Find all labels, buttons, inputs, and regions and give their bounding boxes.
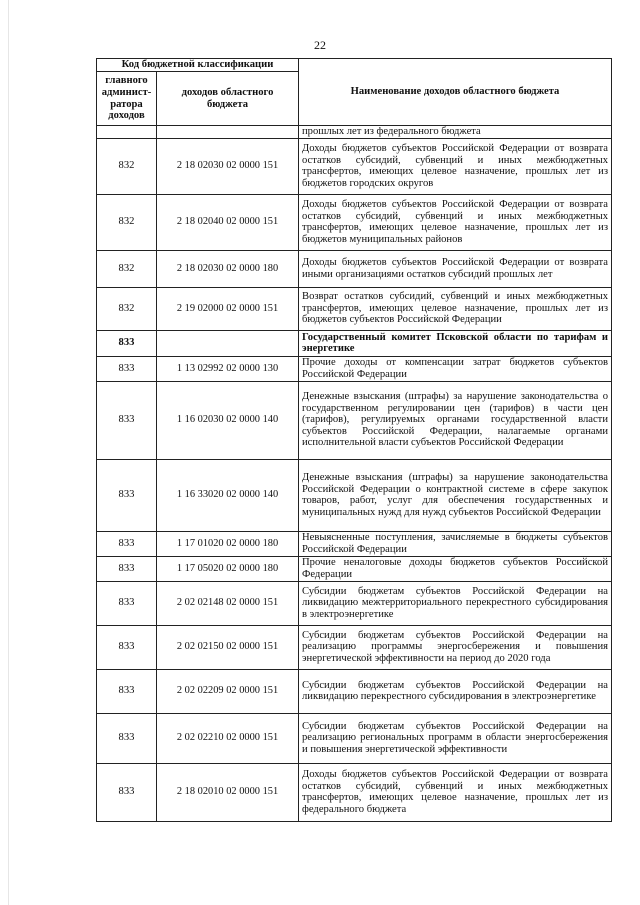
- revenue-name-cell: Доходы бюджетов субъектов Российской Федерации от возврата остатков субсидий, субвенций и иных межбюджетных трансфертов, имеющих целевое назначение, прошлых лет из бюджетов муниципальных районов: [299, 194, 612, 250]
- table-row: [97, 763, 612, 821]
- admin-code-cell: 833: [97, 713, 157, 763]
- header-revenue-name: Наименование доходов областного бюджета: [299, 59, 612, 126]
- revenue-code-cell: 1 16 02030 02 0000 140: [157, 381, 299, 459]
- revenue-name-cell: Прочие неналоговые доходы бюджетов субъектов Российской Федерации: [299, 556, 612, 581]
- revenue-code-cell: 1 13 02992 02 0000 130: [157, 356, 299, 381]
- budget-classification-table: [96, 58, 612, 822]
- revenue-code-cell: 2 18 02040 02 0000 151: [157, 194, 299, 250]
- revenue-name-cell: Доходы бюджетов субъектов Российской Федерации от возврата остатков субсидий, субвенций и иных межбюджетных трансфертов, имеющих целевое назначение, прошлых лет из федерального бюджета: [299, 763, 612, 821]
- admin-code-cell: 833: [97, 330, 157, 356]
- revenue-code-cell: 1 16 33020 02 0000 140: [157, 459, 299, 531]
- revenue-code-cell: 2 02 02209 02 0000 151: [157, 669, 299, 713]
- table-row: [97, 356, 612, 381]
- admin-code-cell: 833: [97, 381, 157, 459]
- revenue-code-cell: 2 18 02030 02 0000 180: [157, 250, 299, 287]
- revenue-name-cell: Субсидии бюджетам субъектов Российской Федерации на реализацию региональных программ в области энергосбережения и повышения энергетической эффективности: [299, 713, 612, 763]
- revenue-code-cell: 2 02 02148 02 0000 151: [157, 581, 299, 625]
- revenue-name-cell: прошлых лет из федерального бюджета: [299, 126, 612, 139]
- revenue-code-cell: 1 17 01020 02 0000 180: [157, 531, 299, 556]
- header-budget-classification-code: Код бюджетной классификации: [97, 59, 299, 72]
- admin-code-cell: 832: [97, 138, 157, 194]
- revenue-name-cell: Доходы бюджетов субъектов Российской Федерации от возврата остатков субсидий, субвенций и иных межбюджетных трансфертов, имеющих целевое назначение, прошлых лет из бюджетов городских округов: [299, 138, 612, 194]
- revenue-code-cell: 2 18 02010 02 0000 151: [157, 763, 299, 821]
- admin-code-cell: 833: [97, 556, 157, 581]
- table-row: [97, 669, 612, 713]
- table-row: [97, 250, 612, 287]
- header-regional-revenue-code: доходов областного бюджета: [157, 72, 299, 126]
- revenue-name-cell: Невыясненные поступления, зачисляемые в бюджеты субъектов Российской Федерации: [299, 531, 612, 556]
- revenue-code-cell: 2 02 02150 02 0000 151: [157, 625, 299, 669]
- table-row: [97, 459, 612, 531]
- revenue-code-cell: [157, 126, 299, 139]
- revenue-name-cell: Денежные взыскания (штрафы) за нарушение законодательства Российской Федерации о контрактной системе в сфере закупок товаров, работ, услуг для обеспечения государственных и муниципальных нужд для нужд субъектов Российской Федерации: [299, 459, 612, 531]
- revenue-code-cell: 1 17 05020 02 0000 180: [157, 556, 299, 581]
- revenue-name-cell: Доходы бюджетов субъектов Российской Федерации от возврата иными организациями остатков субсидий прошлых лет: [299, 250, 612, 287]
- revenue-name-cell: Субсидии бюджетам субъектов Российской Федерации на ликвидацию межтерриториального перекрестного субсидирования в электроэнергетике: [299, 581, 612, 625]
- table-row: [97, 330, 612, 356]
- admin-code-cell: 832: [97, 250, 157, 287]
- revenue-code-cell: 2 02 02210 02 0000 151: [157, 713, 299, 763]
- revenue-code-cell: [157, 330, 299, 356]
- table-row: [97, 381, 612, 459]
- admin-code-cell: 833: [97, 356, 157, 381]
- table-row: [97, 531, 612, 556]
- revenue-name-cell: Государственный комитет Псковской области по тарифам и энергетике: [299, 330, 612, 356]
- table-row: [97, 581, 612, 625]
- revenue-name-cell: Возврат остатков субсидий, субвенций и иных межбюджетных трансфертов, имеющих целевое назначение, прошлых лет из бюджетов субъектов Российской Федерации: [299, 287, 612, 330]
- table-row: [97, 287, 612, 330]
- header-chief-administrator: главного админист-ратора доходов: [97, 72, 157, 126]
- scan-margin-line: [8, 0, 9, 905]
- revenue-code-cell: 2 18 02030 02 0000 151: [157, 138, 299, 194]
- admin-code-cell: [97, 126, 157, 139]
- admin-code-cell: 832: [97, 194, 157, 250]
- table-row: [97, 194, 612, 250]
- table-row: [97, 556, 612, 581]
- revenue-code-cell: 2 19 02000 02 0000 151: [157, 287, 299, 330]
- admin-code-cell: 833: [97, 625, 157, 669]
- table-row: [97, 126, 612, 139]
- page-number: 22: [314, 38, 326, 52]
- admin-code-cell: 833: [97, 531, 157, 556]
- admin-code-cell: 833: [97, 669, 157, 713]
- revenue-name-cell: Денежные взыскания (штрафы) за нарушение законодательства о государственном регулировании цен (тарифов) в части цен (тарифов), регулируемых органами государственной власти субъектов Российской Федерации, налагаемые органами исполнительной власти субъектов Российской Федерации: [299, 381, 612, 459]
- admin-code-cell: 832: [97, 287, 157, 330]
- revenue-name-cell: Субсидии бюджетам субъектов Российской Федерации на реализацию программы энергосбережения и повышения энергетической эффективности на период до 2020 года: [299, 625, 612, 669]
- revenue-name-cell: Субсидии бюджетам субъектов Российской Федерации на ликвидацию перекрестного субсидирования в электроэнергетике: [299, 669, 612, 713]
- table-row: [97, 713, 612, 763]
- admin-code-cell: 833: [97, 459, 157, 531]
- table-row: [97, 625, 612, 669]
- table-row: [97, 138, 612, 194]
- table-body: [97, 126, 612, 822]
- admin-code-cell: 833: [97, 581, 157, 625]
- admin-code-cell: 833: [97, 763, 157, 821]
- revenue-name-cell: Прочие доходы от компенсации затрат бюджетов субъектов Российской Федерации: [299, 356, 612, 381]
